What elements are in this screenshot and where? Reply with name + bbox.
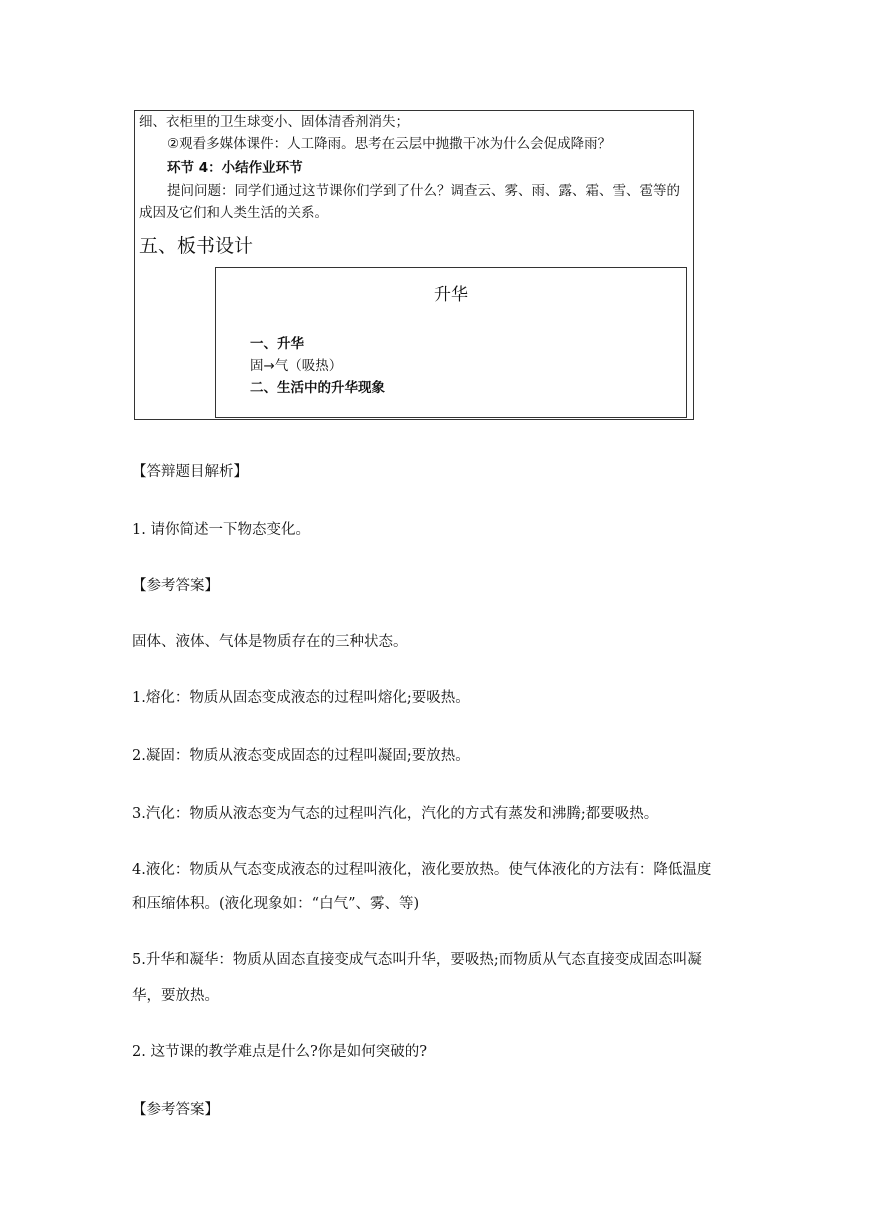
answer-point-3: 3.汽化：物质从液态变为气态的过程叫汽化，汽化的方式有蒸发和沸腾;都要吸热。 [132, 806, 659, 822]
scan-line-3: 环节 4：小结作业环节 [167, 160, 303, 176]
scan-line-4: 提问问题：同学们通过这节课你们学到了什么？调查云、雾、雨、露、霜、雪、雹等的 [167, 183, 680, 199]
question-2: 2. 这节课的教学难点是什么?你是如何突破的? [132, 1044, 427, 1060]
answer-intro: 固体、液体、气体是物质存在的三种状态。 [132, 634, 408, 650]
scan-line-5: 成因及它们和人类生活的关系。 [139, 205, 328, 221]
answer-point-2: 2.凝固：物质从液态变成固态的过程叫凝固;要放热。 [132, 748, 470, 764]
board-item-3: 二、生活中的升华现象 [250, 380, 385, 396]
section-title: 【答辩题目解析】 [132, 464, 248, 480]
question-1: 1. 请你简述一下物态变化。 [132, 522, 310, 538]
answer-label-1: 【参考答案】 [132, 578, 219, 594]
board-design-heading: 五、板书设计 [139, 235, 254, 257]
board-item-1: 一、升华 [250, 336, 304, 352]
board-item-2: 固→气（吸热） [250, 358, 343, 374]
answer-point-4a: 4.液化：物质从气态变成液态的过程叫液化，液化要放热。使气体液化的方法有：降低温度 [132, 862, 712, 878]
lesson-plan-scan [134, 110, 694, 420]
answer-point-5b: 华，要放热。 [132, 988, 219, 1004]
board-title: 升华 [434, 285, 468, 305]
answer-label-2: 【参考答案】 [132, 1102, 219, 1118]
answer-point-4b: 和压缩体积。(液化现象如：“白气”、雾、等) [132, 896, 420, 912]
blackboard-design [215, 267, 687, 418]
scan-line-2: ②观看多媒体课件：人工降雨。思考在云层中抛撒干冰为什么会促成降雨？ [167, 136, 612, 152]
scan-line-1: 细、衣柜里的卫生球变小、固体清香剂消失； [139, 114, 409, 130]
answer-point-1: 1.熔化：物质从固态变成液态的过程叫熔化;要吸热。 [132, 690, 470, 706]
answer-point-5a: 5.升华和凝华：物质从固态直接变成气态叫升华，要吸热;而物质从气态直接变成固态叫凝 [132, 952, 702, 968]
